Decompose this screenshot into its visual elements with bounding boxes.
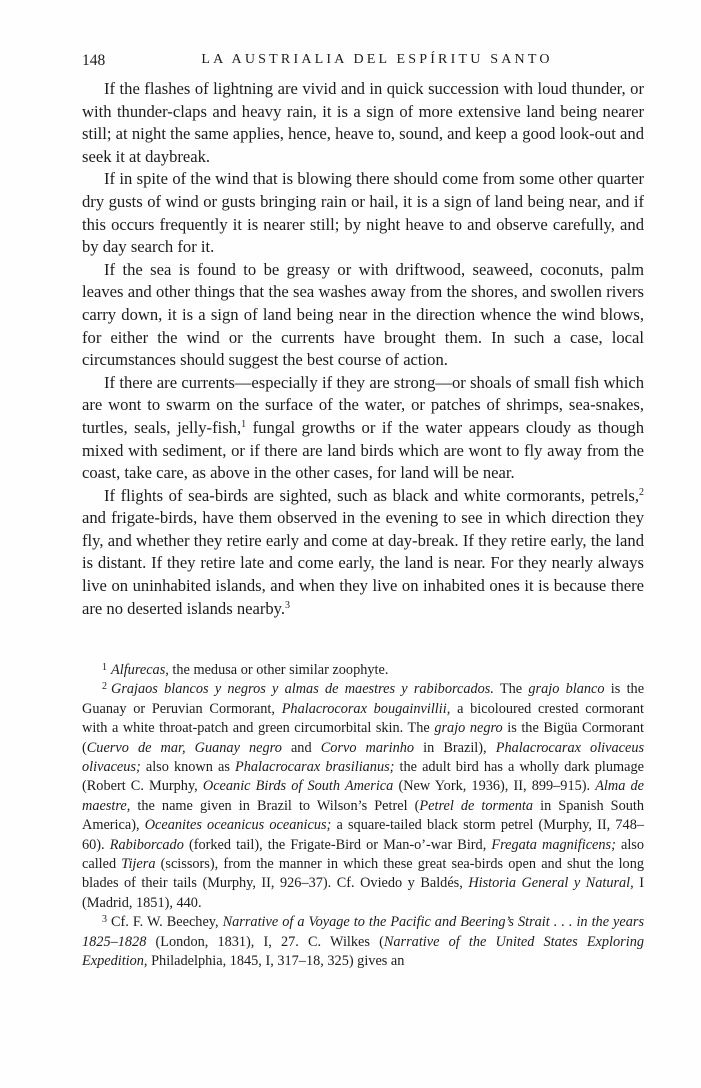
paragraph-sea-birds-part1: If flights of sea-birds are sighted, such as black and white cormorants, petrels, xyxy=(104,485,639,505)
footnote-term: Corvo marinho xyxy=(320,739,415,756)
footnote-text: Philadelphia, 1845, I, 317–18, 325) gives an xyxy=(151,953,405,970)
footnote-term: Alfurecas, xyxy=(111,662,169,678)
footnote-number: 1 xyxy=(102,662,107,673)
footnote-text: (forked tail), the Frigate-Bird or Man-o’-war Bird, xyxy=(188,836,487,853)
footnote-2 xyxy=(82,680,644,913)
footnote-text: The xyxy=(499,681,523,698)
footnote-text: the medusa or other similar zoophyte. xyxy=(172,662,389,678)
footnote-term: Rabiborcado xyxy=(109,836,184,853)
footnote-ref-2: 2 xyxy=(639,486,644,498)
footnote-title: Narrative of a Voyage to the Pacific and Beering’s Strait . . . in the years 1825–1828 xyxy=(82,914,645,950)
footnote-text: also known as xyxy=(145,759,230,776)
footnote-term: Phalacrocarax brasilianus; xyxy=(235,759,395,776)
footnote-text: I (Madrid, 1851), 440. xyxy=(82,875,644,911)
paragraph-currents-part1: If there are currents—especially if they are strong—or shoals of small fish which are wont to swarm on the surface of the water, or patches of shrimps, sea-snakes, turtles, seals, jelly-fish, xyxy=(82,372,644,437)
paragraph-currents xyxy=(82,372,644,485)
footnote-text: and xyxy=(290,739,312,756)
footnote-ref-1: 1 xyxy=(241,418,247,430)
footnote-term: Grajaos blancos y negros y almas de maestres y rabiborcados. xyxy=(111,681,494,698)
footnote-text: in Spanish South America), xyxy=(82,797,645,834)
body-text xyxy=(82,78,644,620)
paragraph-sea-birds-part2: and frigate-birds, have them observed in the evening to see in which direction they fly, and whether they retire early and come at day-break. If they retire early, the land is distant. If they retire late and come early, the land is near. For they nearly always live on uninhabited islands, and when they live on inhabited ones it is because there are no deserted islands nearby. xyxy=(82,508,644,618)
paragraph-greasy-sea: If the sea is found to be greasy or with driftwood, seaweed, coconuts, palm leaves and other things that the sea washes away from the shores, and swollen rivers carry down, it is a sign of land being near in the direction whence the wind blows, for either the wind or the currents have brought them. In such a case, local circumstances should suggest the best course of action. xyxy=(82,259,644,370)
footnote-number: 2 xyxy=(102,681,107,693)
footnote-text: in Brazil), xyxy=(423,739,487,756)
footnote-3 xyxy=(82,913,644,971)
footnote-term: grajo blanco xyxy=(528,681,605,698)
footnote-term: Phalacrocarax olivaceus olivaceus; xyxy=(82,739,645,776)
footnote-text: (scissors), from the manner in which these great sea-birds open and shut the long blades of their tails (Murphy, II, 926–37). Cf. Oviedo y Baldés, xyxy=(82,856,644,892)
footnote-text: a square-tailed black storm petrel (Murphy, II, 748–60). xyxy=(82,817,645,853)
footnote-text: (London, 1831), I, 27. C. Wilkes ( xyxy=(155,933,384,950)
footnote-term: grajo negro xyxy=(434,720,503,737)
footnote-title: Oceanic Birds of South America xyxy=(202,778,394,795)
footnote-term: Petrel de tormenta xyxy=(419,797,534,814)
footnote-text: is the Bigüa Cormorant ( xyxy=(82,720,644,756)
footnote-ref-3: 3 xyxy=(285,599,291,611)
footnote-term: Cuervo de mar, Guanay negro xyxy=(86,739,282,756)
footnote-text: a bicoloured crested cormorant with a white throat-patch and green circumorbital skin. The xyxy=(82,700,645,737)
footnote-term: Fregata magnificens; xyxy=(491,836,616,853)
footnotes xyxy=(82,661,644,972)
running-head: LA AUSTRIALIA DEL ESPÍRITU SANTO xyxy=(201,52,553,67)
paragraph-wind-gusts: If in spite of the wind that is blowing there should come from some other quarter dry gusts of wind or gusts bringing rain or hail, it is a sign of land being near, and if this occurs frequently it is nearer still; by night heave to and observe carefully, and by day search for it. xyxy=(82,169,644,257)
footnote-text: the adult bird has a wholly dark plumage (Robert C. Murphy, xyxy=(82,759,644,795)
footnote-text: Cf. F. W. Beechey, xyxy=(111,914,219,931)
footnote-title: Narrative of the United States Exploring Expedition, xyxy=(82,933,645,970)
footnote-text: (New York, 1936), II, 899–915). xyxy=(398,778,591,795)
footnote-text: also called xyxy=(82,836,644,873)
footnote-text: is the Guanay or Peruvian Cormorant, xyxy=(82,681,645,717)
page-header xyxy=(82,52,642,74)
footnote-term: Tijera xyxy=(121,856,156,873)
footnote-text: the name given in Brazil to Wilson’s Petrel ( xyxy=(137,797,420,814)
footnote-title: Historia General y Natural, xyxy=(468,875,634,892)
footnote-term: Alma de maestre, xyxy=(82,778,644,814)
page-number: 148 xyxy=(82,52,106,69)
footnote-term: Phalacrocorax bougainvillii, xyxy=(281,700,451,717)
paragraph-currents-part2: fungal growths or if the water appears cloudy as though mixed with sediment, or if there are land birds which are wont to fly away from the coast, take care, as above in the other cases, for land will be near. xyxy=(82,417,645,483)
paragraph-lightning: If the flashes of lightning are vivid and in quick succession with loud thunder, or with thunder-claps and heavy rain, it is a sign of more extensive land being nearer still; at night the same applies, hence, heave to, sound, and keep a good look-out and seek it at daybreak. xyxy=(82,79,644,166)
footnote-1 xyxy=(82,661,644,680)
paragraph-sea-birds xyxy=(82,485,644,621)
footnote-number: 3 xyxy=(102,914,107,926)
footnote-term: Oceanites oceanicus oceanicus; xyxy=(144,817,332,834)
